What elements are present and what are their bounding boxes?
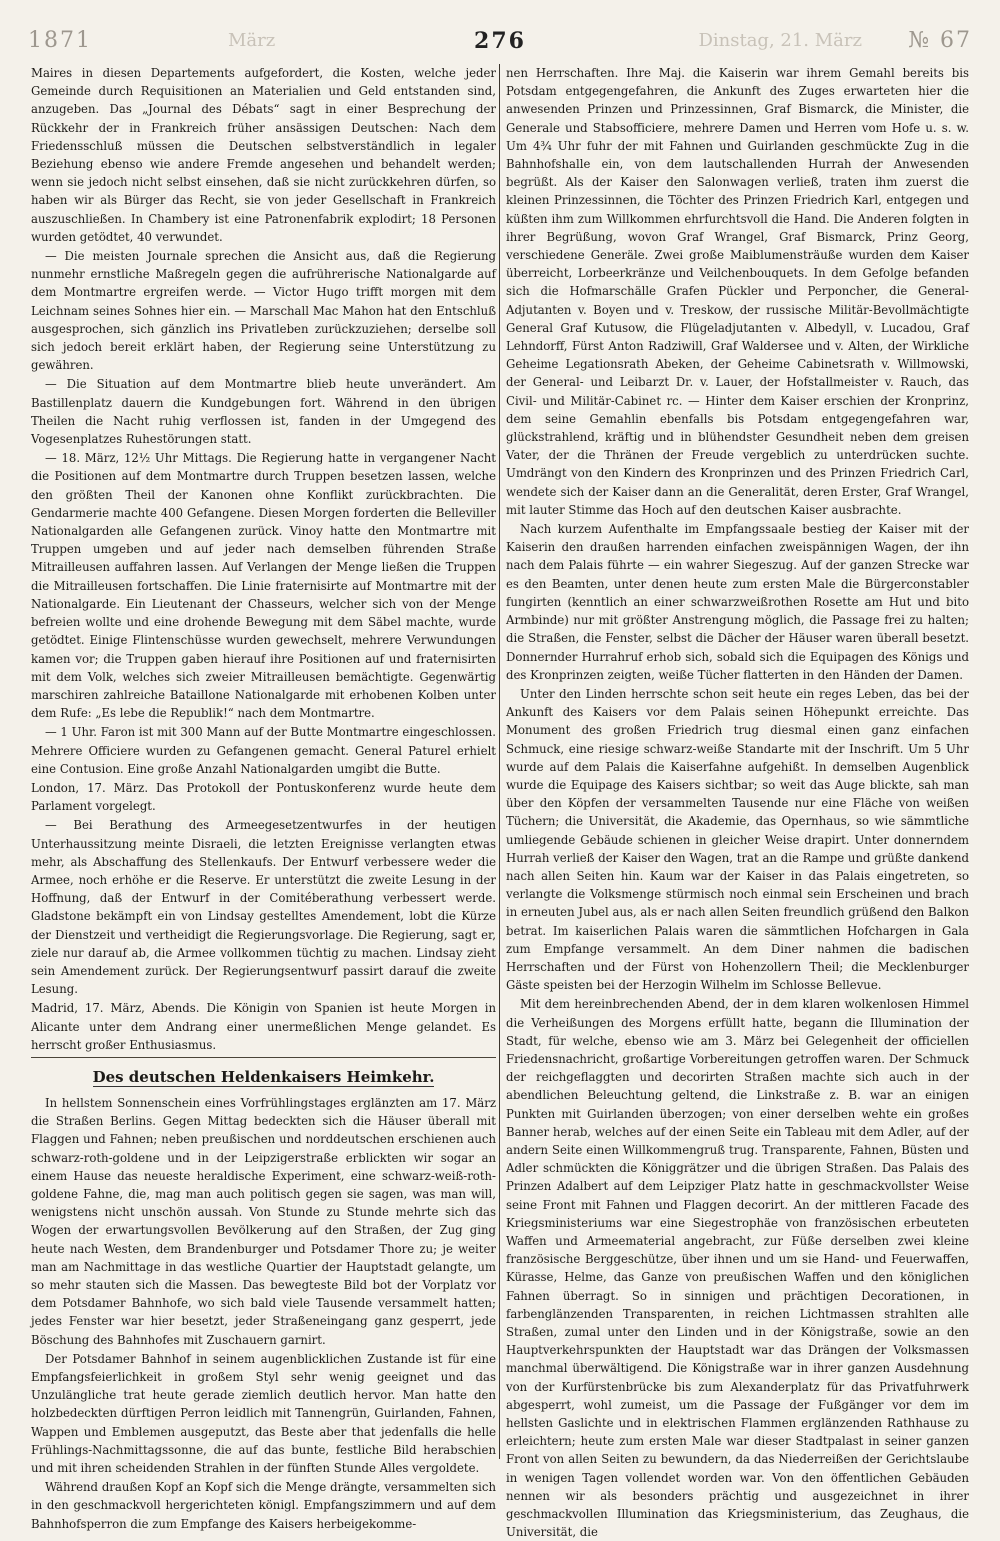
header-issue-mark: № 67 [908,28,972,53]
article-paragraph: Der Potsdamer Bahnhof in seinem augenblicklichen Zustande ist für eine Empfangsfeierlichkeit in großem Styl sehr wenig geeignet und das Unzulängliche trat heute gerade ziemlich deutlich hervor. Man hatte den holzbedeckten dürftigen Perron leidlich mit Tannengrün, Guirlanden, Fahnen, Wappen und Emblemen ausgeputzt, das Beste aber that jedenfalls die helle Frühlings-Nachmittagssonne, die auf das bunte, festliche Bild herabschien und mit ihren scheidenden Strahlen in der fünften Stunde Alles vergoldete. [31,1351,496,1476]
article-paragraph: — 18. März, 12½ Uhr Mittags. Die Regierung hatte in vergangener Nacht die Positionen auf dem Montmartre durch Truppen besetzen lassen, welche den größten Theil der Kanonen ohne Konflikt zurückbrachten. Die Gendarmerie machte 400 Gefangene. Diesen Morgen forderten die Belleviller Nationalgarden alle Gefangenen zurück. Vinoy hatte den Montmartre mit Truppen umgeben und auf jeder nach demselben führenden Straße Mitrailleusen auffahren lassen. Auf Verlangen der Menge ließen die Truppen die Mitrailleusen fortschaffen. Die Linie fraternisirte auf Montmartre mit der Nationalgarde. Ein Lieutenant der Chasseurs, welcher sich von der Menge befreien wollte und eine drohende Bewegung mit dem Säbel machte, wurde getödtet. Einige Flintenschüsse wurden gewechselt, mehrere Verwundungen kamen vor; die Truppen gaben hierauf ihre Positionen auf und fraternisirten mit dem Volk, welches sich zweier Mitrailleusen bemächtigte. Gegenwärtig marschiren zahlreiche Bataillone Nationalgarde mit erhobenen Kolben unter dem Rufe: „Es lebe die Republik!“ nach dem Montmartre. [31,451,496,721]
article-paragraph: nen Herrschaften. Ihre Maj. die Kaiserin war ihrem Gemahl bereits bis Potsdam entgegengefahren, die Ankunft des Zuges erwarteten hier die anwesenden Prinzen und Prinzessinnen, Graf Bismarck, die Minister, die Generale und Stabsofficiere, mehrere Damen und Herren vom Hofe u. s. w. Um 4¾ Uhr fuhr der mit Fahnen und Guirlanden geschmückte Zug in die Bahnhofshalle ein, von dem lautschallenden Hurrah der Anwesenden begrüßt. Als der Kaiser den Salonwagen verließ, traten ihm zuerst die kleinen Prinzessinnen, die Töchter des Prinzen Friedrich Karl, entgegen und küßten ihm zum Willkommen ehrfurchtsvoll die Hand. Die Anderen folgten in ihrer Begrüßung, wovon Graf Wrangel, Graf Bismarck, Prinz Georg, verschiedene Generäle. Zwei große Maiblumensträuße wurden dem Kaiser überreicht, Lorbeerkränze und Veilchenbouquets. In dem Gefolge befanden sich die Hofmarschälle Grafen Pückler und Perponcher, die General-Adjutanten v. Boyen und v. Treskow, der russische Militär-Bevollmächtigte General Graf Kutusow, die Flügeladjutanten v. Albedyll, v. Lucadou, Graf Lehndorff, Fürst Anton Radziwill, Graf Waldersee und v. Alten, der Wirkliche Geheime Legationsrath Abeken, der Geheime Cabinetsrath v. Willmowski, der General- und Leibarzt Dr. v. Lauer, der Hofstallmeister v. Rauch, das Civil- und Militär-Cabinet rc. — Hinter dem Kaiser erschien der Kronprinz, dem seine Gemahlin ebenfalls bis Potsdam entgegengefahren war, glückstrahlend, kräftig und in blühendster Gesundheit neben dem greisen Vater, der die Thränen der Freude vergeblich zu unterdrücken suchte. Umdrängt von den Kindern des Kronprinzen und des Prinzen Friedrich Carl, wendete sich der Kaiser dann an die Generalität, deren Erster, Graf Wrangel, mit lauter Stimme das Hoch auf den deutschen Kaiser ausbrachte. [506,66,969,517]
article-paragraph: — Die meisten Journale sprechen die Ansicht aus, daß die Regierung nunmehr ernstliche Maßregeln gegen die aufrührerische Nationalgarde auf dem Montmartre ergreifen werde. — Victor Hugo trifft morgen mit dem Leichnam seines Sohnes hier ein. — Marschall Mac Mahon hat den Entschluß ausgesprochen, sich gänzlich ins Privatleben zurückzuziehen; derselbe soll sich jedoch bereit erklärt haben, der Regierung seine Unterstützung zu gewähren. [31,249,496,373]
article-paragraph: Während draußen Kopf an Kopf sich die Menge drängte, versammelten sich in den geschmackvoll hergerichteten königl. Empfangszimmern und auf dem Bahnhofsperron die zum Empfange des Kaisers herbeigekomme- [31,1480,496,1531]
left-column [31,64,496,1531]
section-title [31,1066,496,1088]
article-paragraph: Mit dem hereinbrechenden Abend, der in dem klaren wolkenlosen Himmel die Verheißungen des Morgens erfüllt hatte, begann die Illumination der Stadt, für welche, ebenso wie am 3. März bei Gelegenheit der officiellen Friedensnachricht, großartige Vorbereitungen getroffen waren. Der Schmuck der reichgeflaggten und decorirten Straßen machte sich auch in der abendlichen Beleuchtung geltend, die Linkstraße z. B. war an einigen Punkten mit Guirlanden überzogen; von einer derselben wehte ein großes Banner herab, welches auf der einen Seite ein Tableau mit dem Adler, auf der andern Seite einen Willkommengruß trug. Transparente, Fahnen, Büsten und Adler schmückten die Königgrätzer und die übrigen Straßen. Das Palais des Prinzen Adalbert auf dem Leipziger Platz hatte in geschmackvollster Weise seine Front mit Fahnen und Flaggen decorirt. An der mittleren Facade des Kriegsministeriums war eine Siegestrophäe von französischen erbeuteten Waffen und Armeematerial angebracht, zur Füße derselben zwei kleine französische Berggeschütze, über ihnen und um sie Hand- und Feuerwaffen, Kürasse, Helme, das Ganze von preußischen Waffen und den königlichen Fahnen überragt. So in sinnigen und prächtigen Decorationen, in farbenglänzenden Transparenten, in reichen Lichtmassen strahlten alle Straßen, zumal unter den Linden und in der Königstraße, sowie an den Hauptverkehrspunkten der Hauptstadt war das Drängen der Volksmassen manchmal überwältigend. Die Königstraße war in ihrer ganzen Ausdehnung von der Kurfürstenbrücke bis zum Alexanderplatz für das Privatfuhrwerk abgesperrt, wohl zumeist, um die Passage der Fußgänger vor dem im hellsten Gaslichte und in elektrischen Flammen erglänzenden Rathhause zu erleichtern; heute zum ersten Male war dieser Stadtpalast in seiner ganzen Front von allen Seiten zu bewundern, da das Niederreißen der Gerichtslaube in wenigen Tagen vollendet worden war. Von den öffentlichen Gebäuden nennen wir als besonders prächtig und ausgezeichnet in ihrer geschmackvollen Illumination das Kriegsministerium, das Zeughaus, die Universität, die [506,997,969,1540]
article-paragraph: — 1 Uhr. Faron ist mit 300 Mann auf der Butte Montmartre eingeschlossen. Mehrere Officiere wurden zu Gefangenen gemacht. General Paturel erhielt eine Contusion. Eine große Anzahl Nationalgarden umgibt die Butte. [31,725,496,776]
section-title-text: Des deutschen Heldenkaisers Heimkehr. [92,1067,435,1086]
article-paragraph: Nach kurzem Aufenthalte im Empfangssaale bestieg der Kaiser mit der Kaiserin den draußen harrenden einfachen zweispännigen Wagen, der ihn nach dem Palais führte — ein wahrer Siegeszug. Auf der ganzen Strecke war es den Beamten, unter denen heute zum ersten Male die Bürgerconstabler fungirten (kenntlich an einer schwarzweißrothen Rosette am Hut und bito Armbinde) nur mit größter Anstrengung möglich, die Passage frei zu halten; die Straßen, die Fenster, selbst die Dächer der Häuser waren überall besetzt. Donnernder Hurrahruf erhob sich, sobald sich die Equipagen des Königs und des Kronprinzen zeigten, weiße Tücher flatterten in den Händen der Damen. [506,522,969,682]
article-paragraph: — Bei Berathung des Armeegesetzentwurfes in der heutigen Unterhaussitzung meinte Disraeli, die letzten Ereignisse verlangten etwas mehr, als Abschaffung des Stellenkaufs. Der Entwurf verbessere weder die Armee, noch erhöhe er die Reserve. Er unterstützt die zweite Lesung in der Hoffnung, daß der Entwurf in der Comitéberathung verbessert werde. Gladstone bekämpft ein von Lindsay gestelltes Amendement, lobt die Kürze der Dienstzeit und vertheidigt die Regierungsvorlage. Die Regierung, sagt er, ziele nur darauf ab, die Armee vollkommen tüchtig zu machen. Lindsay zieht sein Amendement zurück. Der Regierungsentwurf passirt darauf die zweite Lesung. [31,818,496,997]
article-paragraph: Unter den Linden herrschte schon seit heute ein reges Leben, das bei der Ankunft des Kaisers vor dem Palais seinen Höhepunkt erreichte. Das Monument des großen Friedrich trug diesmal einen ganz einfachen Schmuck, eine riesige schwarz-weiße Standarte mit der Inschrift. Um 5 Uhr wurde auf dem Palais die Kaiserfahne aufgehißt. In demselben Augenblick wurde die Equipage des Kaisers sichtbar; so weit das Auge blickte, sah man über den Köpfen der versammelten Tausende nur eine Fläche von weißen Tüchern; die Universität, die Akademie, das Opernhaus, so wie sämmtliche umliegende Gebäude schienen in gleicher Weise drapirt. Unter donnerndem Hurrah verließ der Kaiser den Wagen, trat an die Rampe und grüßte dankend nach allen Seiten hin. Kaum war der Kaiser in das Palais eingetreten, so verlangte die Volksmenge stürmisch noch einmal sein Erscheinen und brach in erneuten Jubel aus, als er nach allen Seiten freundlich grüßend den Balkon betrat. Im kaiserlichen Palais waren die sämmtlichen Hofchargen in Gala zum Empfange versammelt. An dem Diner nahmen die badischen Herrschaften und der Fürst von Hohenzollern Theil; die Mecklenburger Gäste speisten bei der Herzogin Wilhelm im Schlosse Bellevue. [506,686,969,993]
header-faint-left: März [228,30,276,51]
page-number: 276 [474,28,526,54]
article-paragraph: Maires in diesen Departements aufgefordert, die Kosten, welche jeder Gemeinde durch Requisitionen an Materialien und Geld entstanden sind, anzugeben. Das „Journal des Débats“ sagt in einer Besprechung der Rückkehr der in Frankreich früher ansässigen Deutschen: Nach dem Friedensschluß müssen die Deutschen selbstverständlich in legaler Beziehung ebenso wie andere Fremde angesehen und behandelt werden; wenn sie jedoch nicht selbst einsehen, daß sie nicht zurückkehren dürfen, so haben wir als Bürger das Recht, sie von jeder Gesellschaft in Frankreich auszuschließen. In Chambery ist eine Patronenfabrik explodirt; 18 Personen wurden getödtet, 40 verwundet. [31,66,496,244]
right-column [506,64,969,1540]
header-year-mark: 1871 [28,28,92,53]
article-paragraph: In hellstem Sonnenschein eines Vorfrühlingstages erglänzten am 17. März die Straßen Berlins. Gegen Mittag bedeckten sich die Häuser überall mit Flaggen und Fahnen; neben preußischen und norddeutschen erschienen auch schwarz-roth-goldene und in der Leipzigerstraße erblickten wir sogar an einem Hause das neueste heraldische Experiment, eine schwarz-weiß-roth-goldene Fahne, die, mag man auch politisch gegen sie sagen, was man will, wenigstens nicht unschön aussah. Von Stunde zu Stunde mehrte sich das Wogen der erwartungsvollen Bevölkerung auf den Straßen, der Zug ging heute nach Westen, dem Brandenburger und Potsdamer Thore zu; je weiter man am Nachmittage in das westliche Quartier der Hauptstadt gelangte, um so mehr stauten sich die Massen. Das bewegteste Bild bot der Vorplatz vor dem Potsdamer Bahnhofe, wo sich bald viele Tausende versammelt hatten; jedes Fenster war hier besetzt, jeder Straßeneingang ganz gesperrt, jede Böschung des Bahnhofes mit Zuschauern garnirt. [31,1095,496,1347]
column-divider [499,64,500,1459]
article-paragraph: — Die Situation auf dem Montmartre blieb heute unverändert. Am Bastillenplatz dauern die Kundgebungen fort. Während in den übrigen Theilen die Nacht ruhig verflossen ist, fanden in der Umgegend des Vogesenplatzes Ruhestörungen statt. [31,377,496,447]
section-rule [31,1057,496,1058]
article-paragraph: Madrid, 17. März, Abends. Die Königin von Spanien ist heute Morgen in Alicante unter dem Andrang einer unermeßlichen Menge gelandet. Es herrscht großer Enthusiasmus. [31,1001,496,1052]
header-faint-right: Dinstag, 21. März [698,30,862,51]
article-paragraph: London, 17. März. Das Protokoll der Pontuskonferenz wurde heute dem Parlament vorgelegt. [31,780,496,814]
page-header [28,20,972,64]
